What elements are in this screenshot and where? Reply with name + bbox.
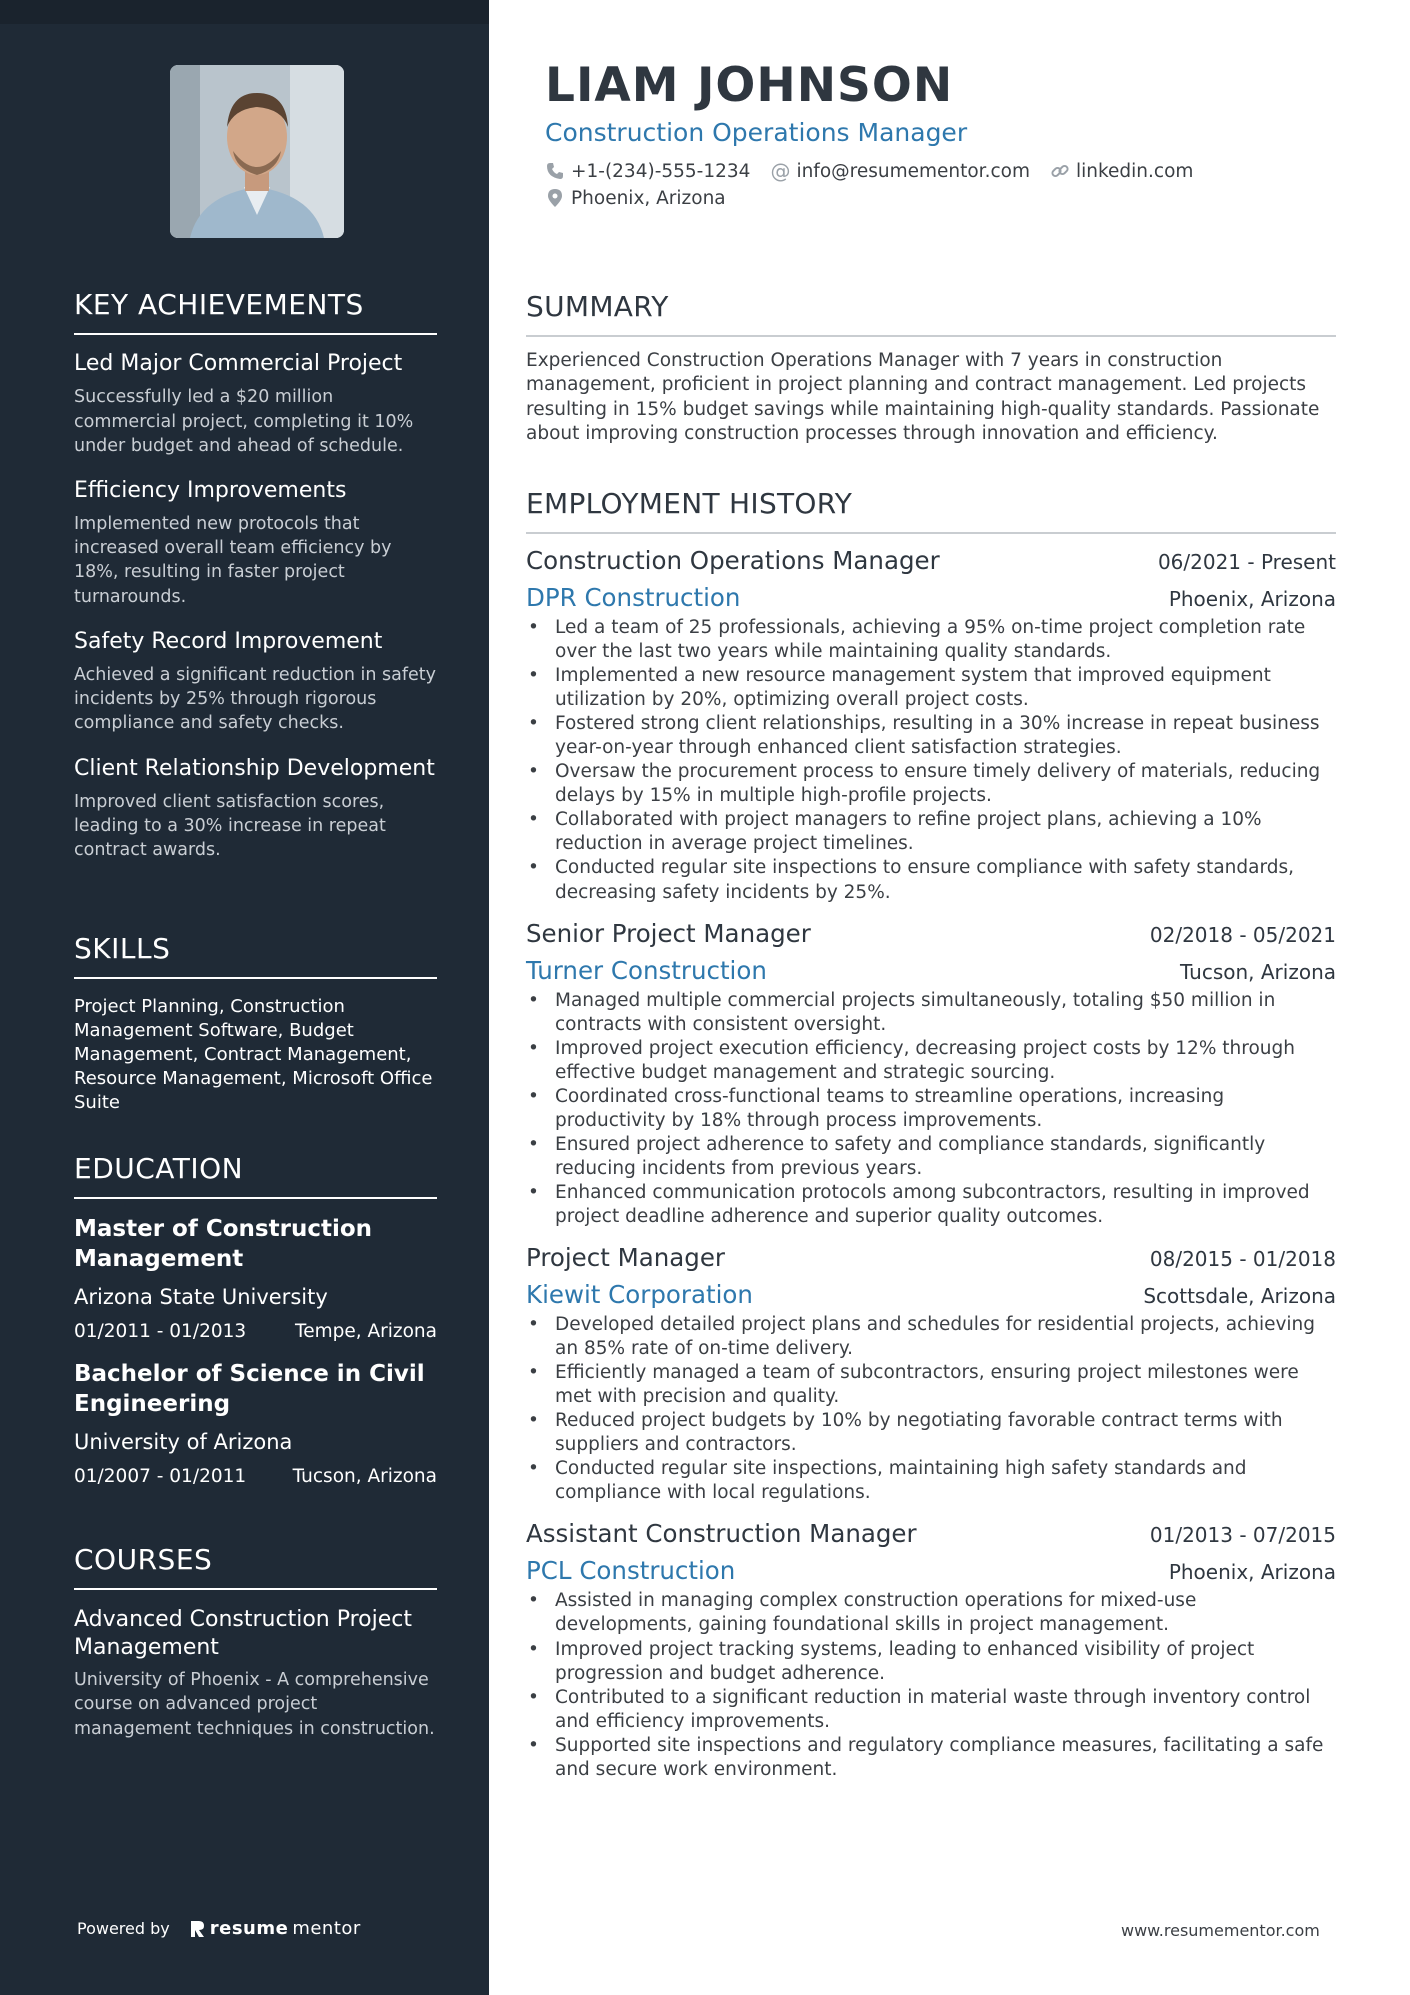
- achievement-title: Safety Record Improvement: [74, 628, 383, 654]
- education-school: Arizona State University: [74, 1284, 328, 1309]
- key-achievements-heading: KEY ACHIEVEMENTS: [74, 288, 437, 335]
- achievement-desc: Implemented new protocols that increased overall team efficiency by 18%, resulting in faster project turnarounds.: [74, 514, 392, 607]
- education-section: [74, 1152, 437, 1505]
- education-degree: Master of Construction Management: [74, 1216, 373, 1272]
- phone-text: +1-(234)-555-1234: [571, 160, 751, 182]
- job-bullet: • Led a team of 25 professionals, achieving a 95% on-time project completion rate over the last two years while maintaining quality standards.: [526, 616, 1336, 664]
- profile-photo: [170, 65, 344, 238]
- key-achievements-section: [74, 288, 437, 882]
- job-bullet: • Fostered strong client relationships, resulting in a 30% increase in repeat business year-on-year through enhanced client satisfaction strategies.: [526, 712, 1336, 760]
- job-company: DPR Construction: [526, 583, 741, 612]
- link-icon: [1050, 161, 1070, 181]
- job-bullet: • Oversaw the procurement process to ensure timely delivery of materials, reducing delays by 15% in multiple high-profile projects.: [526, 760, 1336, 808]
- skills-list: Project Planning, Construction Management Software, Budget Management, Contract Management, Resource Management, Microsoft Office Suite: [74, 996, 433, 1114]
- job-bullet: • Enhanced communication protocols among subcontractors, resulting in improved project deadline adherence and superior quality outcomes.: [526, 1181, 1336, 1229]
- education-item: [74, 1215, 437, 1342]
- job-company: Turner Construction: [526, 955, 767, 985]
- achievement-item: [74, 351, 437, 458]
- education-location: Tempe, Arizona: [295, 1320, 437, 1342]
- achievement-desc: Improved client satisfaction scores, leading to a 30% increase in repeat contract awards.: [74, 791, 386, 861]
- employment-heading: EMPLOYMENT HISTORY: [526, 487, 1336, 534]
- contact-location: [545, 188, 726, 209]
- powered-by-label: Powered by: [77, 1919, 170, 1938]
- sidebar: [0, 0, 489, 1995]
- achievement-item: [74, 478, 437, 609]
- job-company: Kiewit Corporation: [526, 1280, 753, 1310]
- job-bullet: • Conducted regular site inspections, maintaining high safety standards and compliance with local regulations.: [526, 1457, 1336, 1505]
- achievement-title: Efficiency Improvements: [74, 477, 347, 503]
- job-bullet: • Implemented a new resource management system that improved equipment utilization by 20%, optimizing overall project costs.: [526, 664, 1336, 712]
- education-location: Tucson, Arizona: [292, 1465, 437, 1487]
- contact-phone[interactable]: [545, 161, 750, 182]
- job-dates: 08/2015 - 01/2018: [1149, 1247, 1336, 1272]
- job-company: PCL Construction: [526, 1556, 736, 1586]
- education-degree: Bachelor of Science in Civil Engineering: [74, 1360, 425, 1417]
- job-bullet: • Supported site inspections and regulatory compliance measures, facilitating a safe and secure work environment.: [526, 1734, 1336, 1782]
- job-bullet: • Collaborated with project managers to refine project plans, achieving a 10% reduction in average project timelines.: [526, 808, 1336, 856]
- job-bullet: • Contributed to a significant reduction in material waste through inventory control and efficiency improvements.: [526, 1686, 1336, 1734]
- skills-section: [74, 932, 437, 1116]
- email-text: info@resumementor.com: [796, 160, 1030, 182]
- course-title: Advanced Construction Project Management: [74, 1607, 413, 1661]
- courses-heading: COURSES: [74, 1543, 437, 1590]
- at-icon: @: [770, 159, 791, 184]
- location-text: Phoenix, Arizona: [571, 187, 726, 209]
- job-bullet: • Ensured project adherence to safety and compliance standards, significantly reducing incidents from previous years.: [526, 1133, 1336, 1181]
- job-location: Phoenix, Arizona: [1168, 1560, 1336, 1585]
- education-dates: 01/2007 - 01/2011: [74, 1465, 247, 1487]
- phone-icon: [545, 161, 565, 181]
- job-title: Assistant Construction Manager: [526, 1519, 917, 1549]
- powered-by: [77, 1918, 361, 1939]
- job-dates: 06/2021 - Present: [1157, 550, 1336, 574]
- job-bullet: • Efficiently managed a team of subcontractors, ensuring project milestones were met with precision and quality.: [526, 1361, 1336, 1409]
- job-bullet: • Conducted regular site inspections to ensure compliance with safety standards, decreasing safety incidents by 25%.: [526, 856, 1336, 904]
- job-bullet: • Developed detailed project plans and schedules for residential projects, achieving an 85% rate of on-time delivery.: [526, 1313, 1336, 1361]
- job-dates: 02/2018 - 05/2021: [1149, 922, 1336, 947]
- job-bullet: • Reduced project budgets by 10% by negotiating favorable contract terms with suppliers and contractors.: [526, 1409, 1336, 1457]
- job-entry: [526, 1243, 1336, 1505]
- job-location: Phoenix, Arizona: [1168, 587, 1336, 611]
- job-entry: [526, 546, 1336, 905]
- achievement-title: Led Major Commercial Project: [74, 351, 403, 376]
- job-bullets: [526, 1313, 1336, 1505]
- location-row: [545, 188, 1345, 209]
- resumementor-logo[interactable]: [188, 1918, 361, 1939]
- brand-rest: mentor: [292, 1918, 361, 1939]
- employment-section: [526, 487, 1336, 1796]
- courses-section: [74, 1543, 437, 1741]
- job-dates: 01/2013 - 07/2015: [1149, 1523, 1336, 1548]
- education-school: University of Arizona: [74, 1429, 293, 1454]
- contact-email[interactable]: [770, 161, 1030, 182]
- job-title: Construction Operations Manager: [526, 546, 940, 575]
- resumementor-logo-icon: [188, 1919, 206, 1939]
- job-entry: [526, 919, 1336, 1229]
- job-location: Scottsdale, Arizona: [1143, 1284, 1336, 1309]
- skills-heading: SKILLS: [74, 932, 437, 979]
- education-item: [74, 1360, 437, 1487]
- job-bullet: • Improved project execution efficiency, decreasing project costs by 12% through effective budget management and strategic sourcing.: [526, 1037, 1336, 1085]
- location-pin-icon: [545, 188, 565, 208]
- job-bullets: [526, 616, 1336, 905]
- achievement-title: Client Relationship Development: [74, 755, 435, 781]
- linkedin-text: linkedin.com: [1075, 160, 1194, 182]
- job-title: Project Manager: [526, 1243, 726, 1273]
- contact-row: [545, 161, 1345, 182]
- job-title: Senior Project Manager: [526, 918, 811, 948]
- achievement-desc: Successfully led a $20 million commercial project, completing it 10% under budget and ahead of schedule.: [74, 387, 414, 456]
- summary-heading: SUMMARY: [526, 290, 1336, 337]
- job-bullet: • Improved project tracking systems, leading to enhanced visibility of project progression and budget adherence.: [526, 1638, 1336, 1686]
- achievement-item: [74, 629, 437, 736]
- education-dates: 01/2011 - 01/2013: [74, 1320, 247, 1342]
- education-heading: EDUCATION: [74, 1152, 437, 1199]
- job-entry: [526, 1519, 1336, 1781]
- contact-linkedin[interactable]: [1050, 161, 1193, 182]
- achievement-item: [74, 756, 437, 863]
- course-item: [74, 1606, 437, 1741]
- course-desc: University of Phoenix - A comprehensive course on advanced project management techniques in construction.: [74, 1670, 435, 1739]
- footer-url[interactable]: www.resumementor.com: [1121, 1921, 1320, 1940]
- achievement-desc: Achieved a significant reduction in safety incidents by 25% through rigorous compliance and safety checks.: [74, 665, 436, 734]
- sidebar-top-band: [0, 0, 489, 24]
- brand-bold: resume: [209, 1918, 289, 1939]
- job-bullet: • Coordinated cross-functional teams to streamline operations, increasing productivity by 18% through process improvements.: [526, 1085, 1336, 1133]
- job-bullets: [526, 1589, 1336, 1781]
- summary-text: Experienced Construction Operations Manager with 7 years in construction management, proficient in project planning and contract management. Led projects resulting in 15% budget savings while maintaining high-quality standards. Passionate about improving construction processes through innovation and efficiency.: [526, 350, 1320, 445]
- candidate-title: Construction Operations Manager: [545, 117, 968, 147]
- job-bullet: • Managed multiple commercial projects simultaneously, totaling $50 million in contracts with consistent oversight.: [526, 989, 1336, 1037]
- job-location: Tucson, Arizona: [1179, 959, 1336, 984]
- resume-header: [545, 60, 1345, 209]
- summary-section: [526, 290, 1336, 447]
- candidate-name: LIAM JOHNSON: [545, 58, 954, 113]
- job-bullets: [526, 989, 1336, 1229]
- job-bullet: • Assisted in managing complex construction operations for mixed-use developments, gaining foundational skills in project management.: [526, 1589, 1336, 1637]
